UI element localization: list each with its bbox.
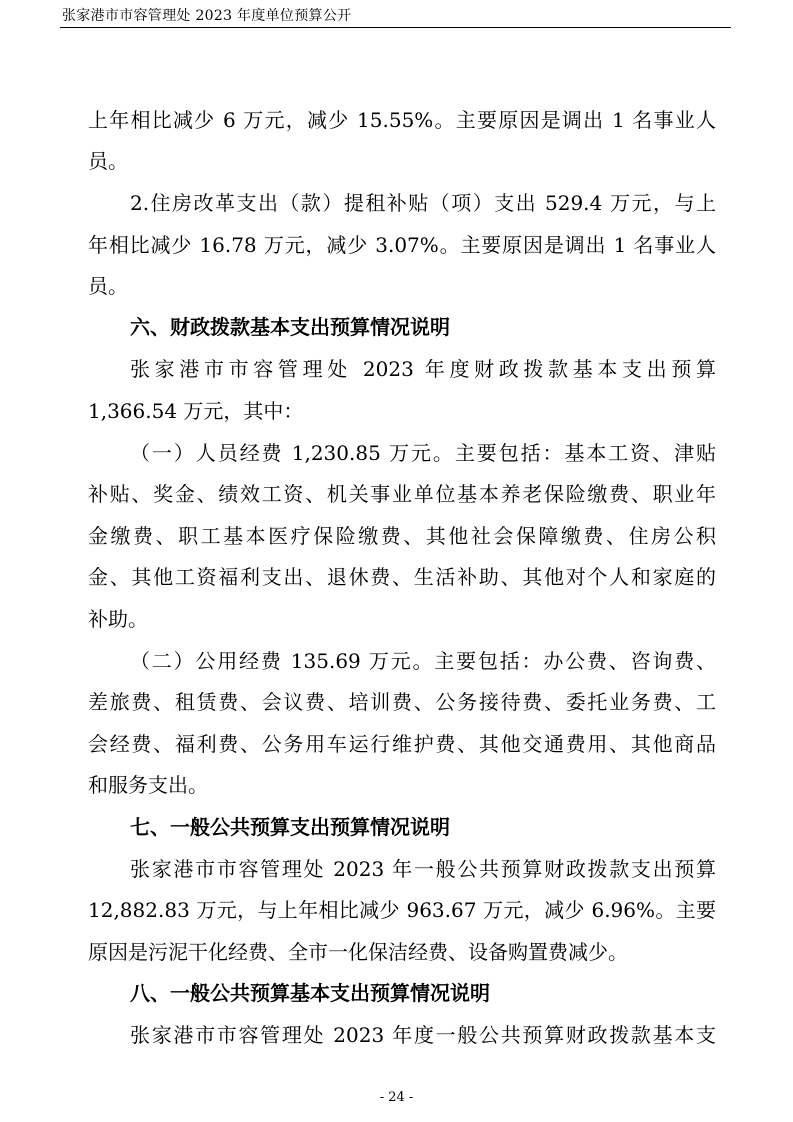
body-line: （二）公用经费 135.69 万元。主要包括：办公费、咨询费、 [130,649,716,673]
body-line: 员。 [88,274,128,298]
body-line: 张家港市市容管理处 2023 年度一般公共预算财政拨款基本支 [130,1023,716,1047]
body-line: 原因是污泥干化经费、全市一化保洁经费、设备购置费减少。 [88,940,628,964]
body-line: 金缴费、职工基本医疗保险缴费、其他社会保障缴费、住房公积 [88,524,716,548]
page-number: - 24 - [379,1090,414,1105]
body-line: 张家港市市容管理处 2023 年度财政拨款基本支出预算 [130,357,716,381]
section-heading-6: 六、财政拨款基本支出预算情况说明 [130,315,450,339]
body-line: （一）人员经费 1,230.85 万元。主要包括：基本工资、津贴 [130,441,716,465]
body-line: 张家港市市容管理处 2023 年一般公共预算财政拨款支出预算 [130,857,716,881]
page-header-title: 张家港市市容管理处 2023 年度单位预算公开 [62,8,352,24]
body-line: 12,882.83 万元，与上年相比减少 963.67 万元，减少 6.96%。主要 [88,898,716,922]
body-line: 2.住房改革支出（款）提租补贴（项）支出 529.4 万元，与上 [130,191,716,215]
body-line: 金、其他工资福利支出、退休费、生活补助、其他对个人和家庭的 [88,565,716,589]
section-heading-7: 七、一般公共预算支出预算情况说明 [130,815,450,839]
body-line: 年相比减少 16.78 万元，减少 3.07%。主要原因是调出 1 名事业人 [88,233,716,257]
body-line: 补贴、奖金、绩效工资、机关事业单位基本养老保险缴费、职业年 [88,482,716,506]
body-line: 补助。 [88,607,148,631]
section-heading-8: 八、一般公共预算基本支出预算情况说明 [130,981,490,1005]
body-line: 员。 [88,149,128,173]
body-line: 会经费、福利费、公务用车运行维护费、其他交通费用、其他商品 [88,732,716,756]
header-divider [60,27,731,28]
body-line: 和服务支出。 [88,773,208,797]
body-line: 差旅费、租赁费、会议费、培训费、公务接待费、委托业务费、工 [88,690,716,714]
body-line: 1,366.54 万元，其中： [88,399,304,423]
body-line: 上年相比减少 6 万元，减少 15.55%。主要原因是调出 1 名事业人 [88,108,716,132]
